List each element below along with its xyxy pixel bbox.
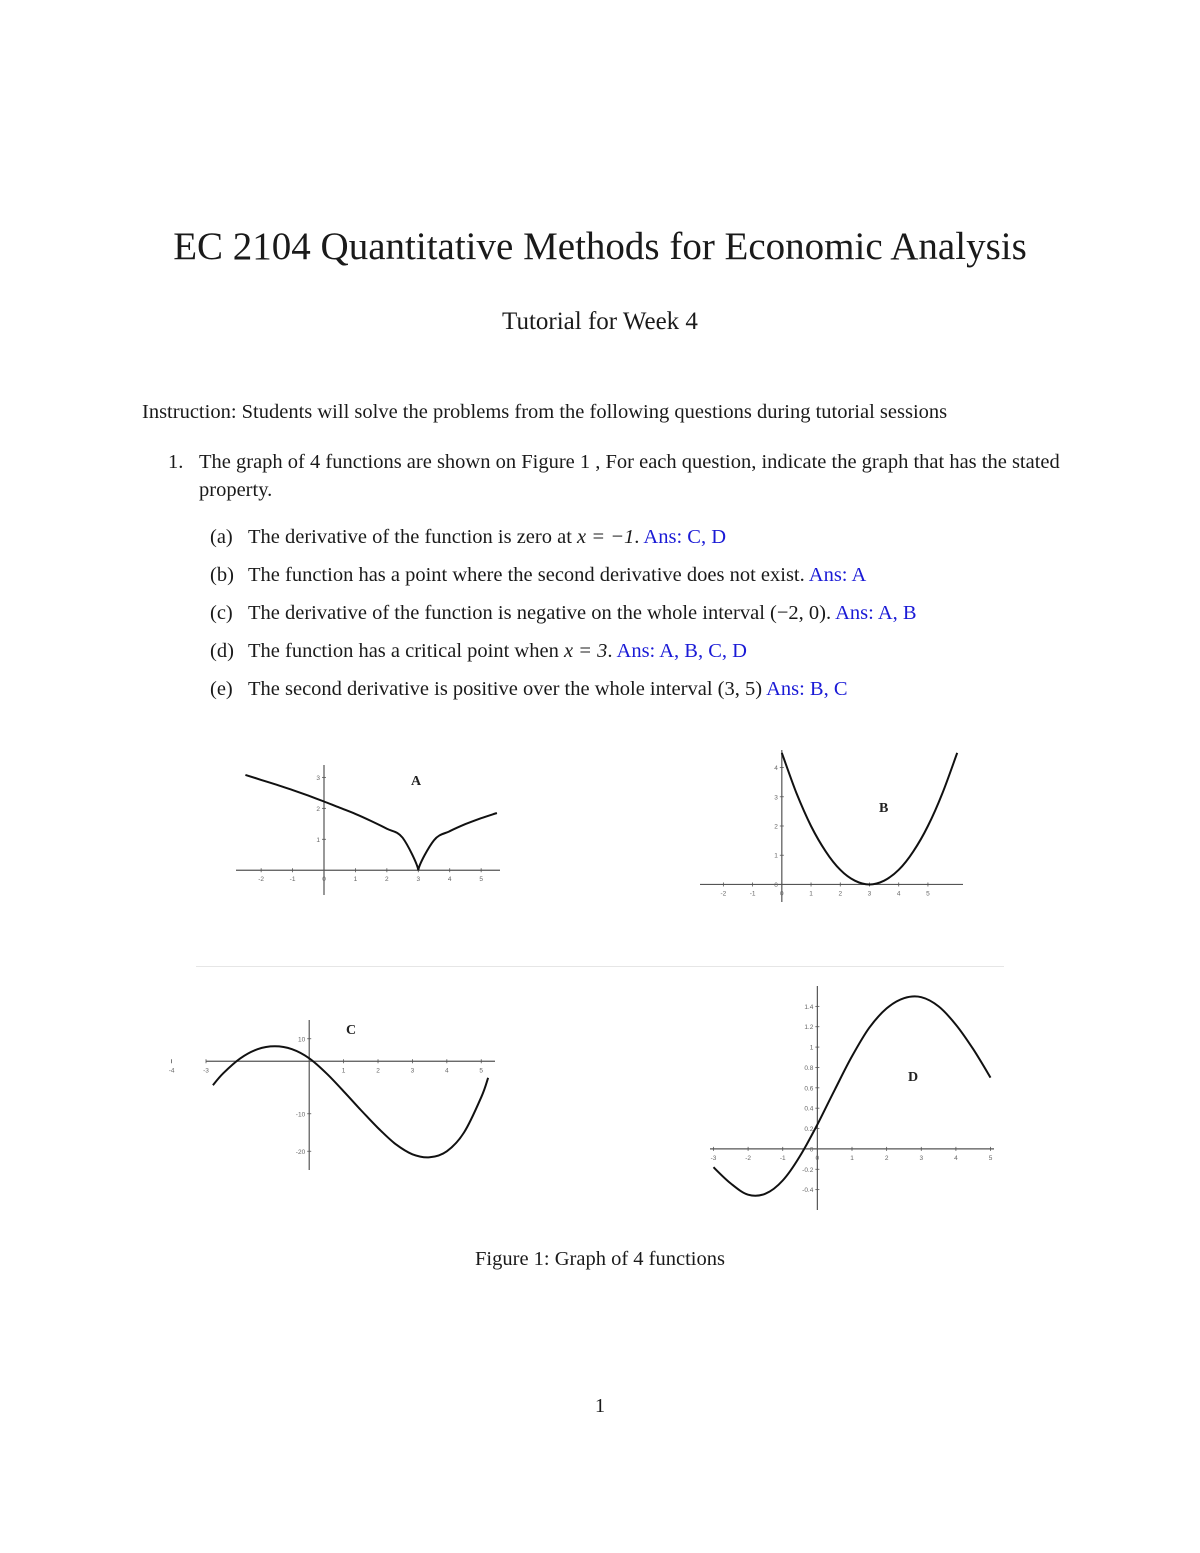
subquestion-math: x = −1 [577,526,635,548]
subquestion-math: (3, 5) [717,678,763,700]
subquestion-text: The derivative of the function is zero at [248,526,578,548]
subquestion-b [210,561,866,589]
subquestion-text: The function has a point where the second derivative does not exist. [248,564,805,586]
subquestion-math: (−2, 0) [770,602,826,624]
y-tick-label: 0 [809,1146,814,1154]
x-tick-label: -1 [289,876,296,884]
y-tick-label: 2 [774,823,778,831]
subquestion-a [210,523,726,551]
subquestion-text: The derivative of the function is negative on the whole interval [248,602,771,624]
x-tick-label: 5 [926,890,930,898]
x-tick-label: 1 [353,876,358,884]
subquestion-label: (c) [210,602,233,624]
x-tick-label: -2 [258,876,265,884]
subquestion-text: The function has a critical point when [248,640,564,662]
y-tick-label: -10 [295,1111,306,1119]
graph-d [702,978,1002,1213]
subquestion-text-after: . [607,640,613,662]
graph-c [168,1010,503,1175]
document-subtitle: Tutorial for Week 4 [502,308,698,335]
x-tick-label: -4 [168,1067,175,1075]
y-tick-label: 1.2 [804,1024,814,1032]
figure-divider [196,966,1004,967]
x-tick-label: 3 [416,876,421,884]
x-tick-label: 2 [884,1154,889,1162]
y-tick-label: 0.8 [804,1064,814,1072]
subquestion-label: (b) [210,564,234,586]
subquestion-text-after: . [634,526,640,548]
x-tick-label: 2 [376,1067,380,1075]
x-tick-label: -1 [749,890,756,898]
x-tick-label: 1 [809,890,813,898]
y-tick-label: 1 [809,1044,814,1052]
answer-text: Ans: A, B [835,602,917,624]
y-tick-label: 1.4 [804,1003,814,1011]
y-tick-label: 1 [316,836,320,844]
y-tick-label: -20 [295,1148,306,1156]
figure-caption: Figure 1: Graph of 4 functions [475,1248,725,1270]
question-number: 1. [168,451,184,473]
x-tick-label: 4 [896,890,901,898]
y-tick-label: 2 [316,805,320,813]
x-tick-label: 1 [850,1154,854,1162]
x-tick-label: 3 [867,890,872,898]
document-title: EC 2104 Quantitative Methods for Economic Analysis [173,225,1027,268]
subquestion-c [210,599,917,627]
answer-text: Ans: A [808,564,867,586]
answer-text: Ans: B, C [766,678,848,700]
y-tick-label: -0.4 [802,1187,814,1195]
y-tick-label: 3 [316,774,320,782]
x-tick-label: 2 [838,890,843,898]
y-tick-label: 3 [774,794,778,802]
page-number: 1 [594,1395,606,1417]
y-tick-label: 0.4 [804,1105,814,1113]
x-tick-label: 1 [341,1067,346,1075]
x-tick-label: 3 [919,1154,924,1162]
subquestion-d [210,637,747,665]
y-tick-label: 0.6 [804,1085,814,1093]
y-tick-label: 0 [774,881,778,889]
x-tick-label: 0 [780,890,784,898]
y-tick-label: 4 [774,765,778,773]
x-tick-label: 5 [479,1067,484,1075]
y-tick-label: 10 [297,1036,306,1044]
graph-b [695,742,975,914]
x-tick-label: 2 [385,876,389,884]
graph-label: D [908,1070,919,1085]
y-tick-label: 1 [774,852,778,860]
function-curve-b [782,753,957,885]
x-tick-label: -3 [710,1154,717,1162]
question-text: The graph of 4 functions are shown on Figure 1 , For each question, indicate the graph that has the stated property. [199,451,1060,501]
subquestion-label: (d) [210,640,234,662]
subquestion-text-after: . [825,602,832,624]
subquestion-label: (a) [210,526,233,548]
answer-text: Ans: A, B, C, D [616,640,747,662]
x-tick-label: 4 [447,876,452,884]
graph-label: B [879,801,889,816]
function-curve-a [245,775,497,870]
x-tick-label: -2 [745,1154,751,1162]
x-tick-label: -3 [203,1067,209,1075]
x-tick-label: 4 [445,1067,449,1075]
x-tick-label: 5 [988,1154,993,1162]
x-tick-label: 4 [954,1154,958,1162]
x-tick-label: 5 [479,876,483,884]
y-tick-label: 0.2 [804,1126,814,1134]
subquestion-e [210,675,848,703]
subquestion-math: x = 3 [563,640,608,662]
x-tick-label: 3 [410,1067,415,1075]
graph-label: A [411,774,422,789]
x-tick-label: -2 [720,890,727,898]
subquestion-text: The second derivative is positive over the whole interval [248,678,718,700]
graph-label: C [346,1023,357,1038]
x-tick-label: 0 [815,1154,820,1162]
instruction-text: Instruction: Students will solve the problems from the following questions during tutorial sessions [142,401,948,423]
graph-a [228,745,508,910]
function-curve-d [714,996,991,1195]
y-tick-label: -0.2 [802,1166,814,1174]
x-tick-label: -1 [779,1154,786,1162]
subquestion-label: (e) [210,678,233,700]
x-tick-label: 0 [322,876,326,884]
answer-text: Ans: C, D [643,526,727,548]
